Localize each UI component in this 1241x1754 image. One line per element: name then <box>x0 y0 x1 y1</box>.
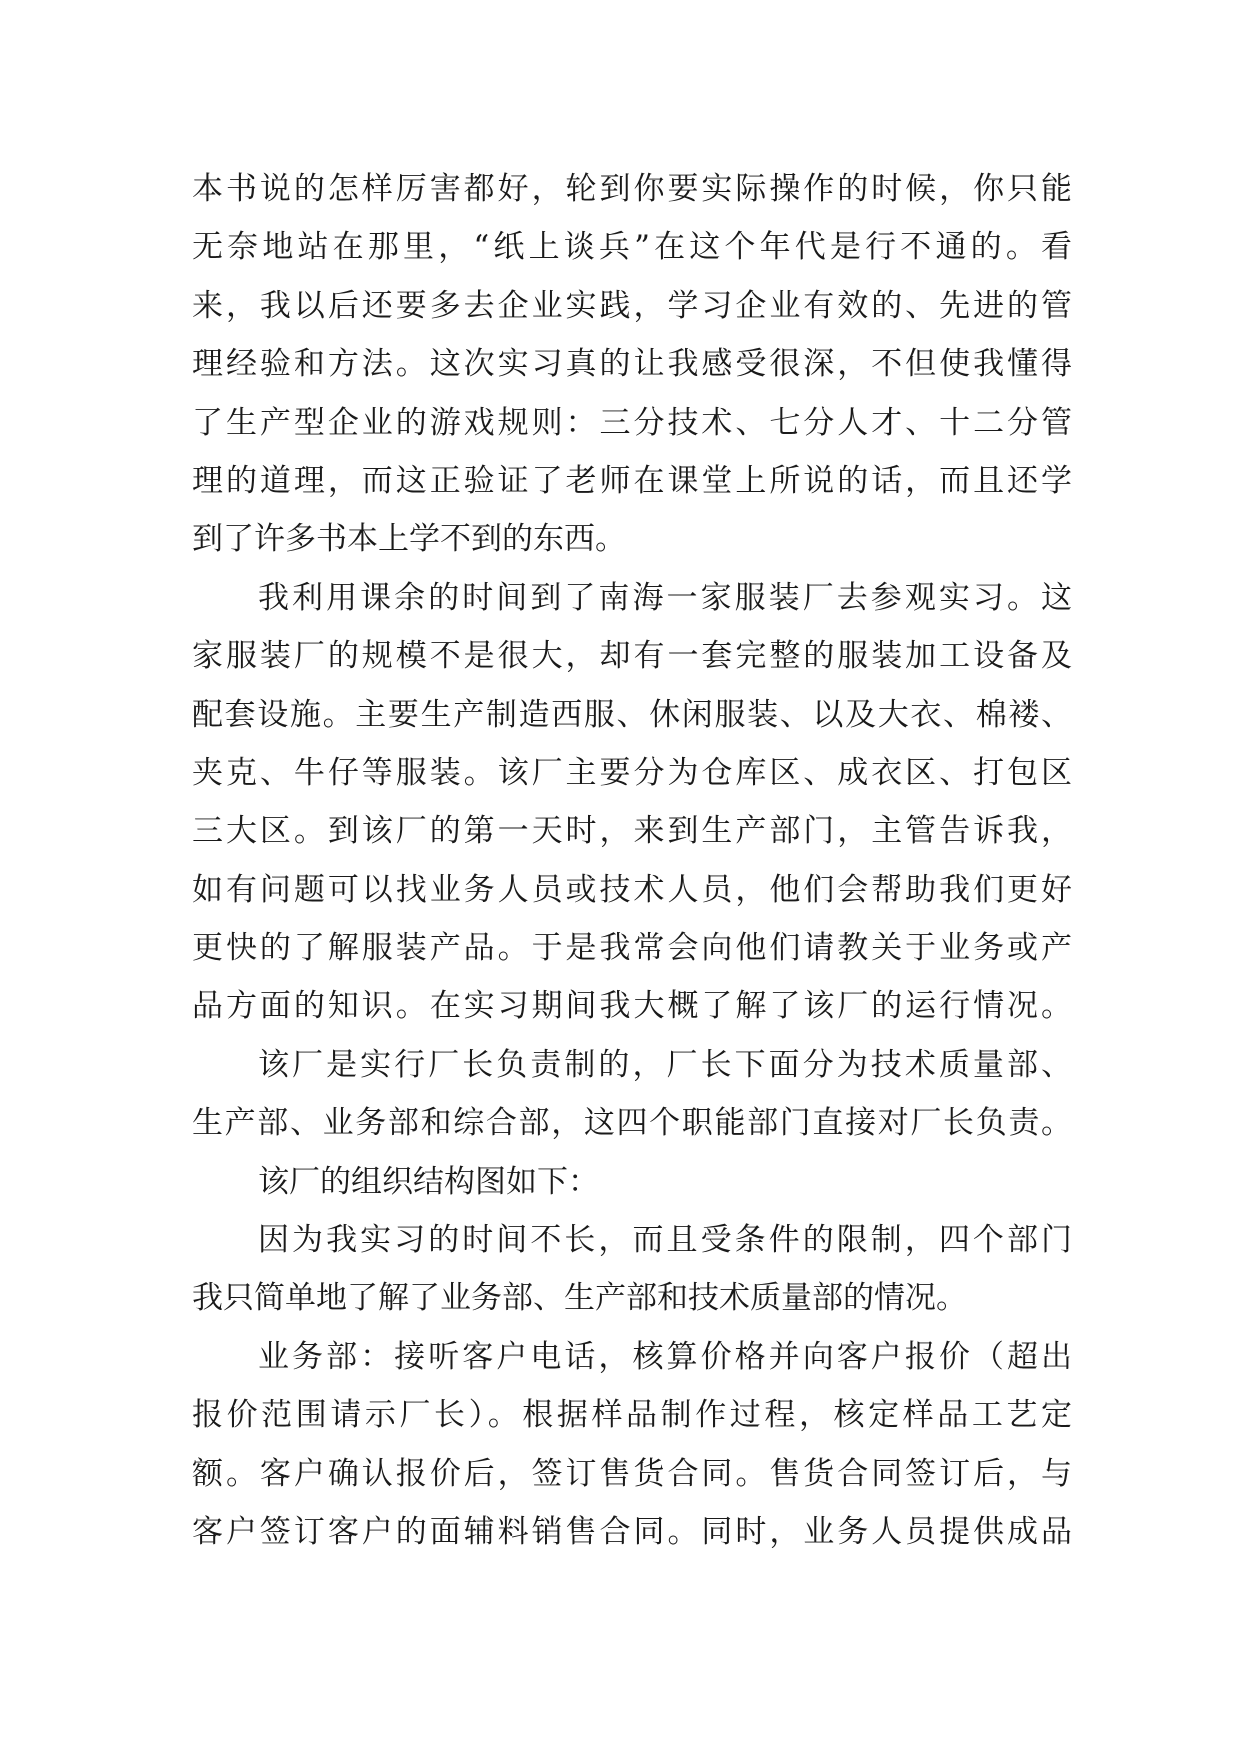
text-line: 我利用课余的时间到了南海一家服装厂去参观实习。这 <box>258 579 1072 616</box>
text-line: 到了许多书本上学不到的东西。 <box>192 521 626 558</box>
document-body <box>192 160 1072 1561</box>
text-line: 该厂是实行厂长负责制的，厂长下面分为技术质量部、 <box>258 1046 1072 1083</box>
text-line: 三大区。到该厂的第一天时，来到生产部门，主管告诉我， <box>192 813 1072 850</box>
text-line: 家服装厂的规模不是很大，却有一套完整的服装加工设备及 <box>192 638 1072 675</box>
text-line: 客户签订客户的面辅料销售合同。同时，业务人员提供成品 <box>192 1513 1072 1550</box>
text-line: 更快的了解服装产品。于是我常会向他们请教关于业务或产 <box>192 930 1072 967</box>
text-line: 我只简单地了解了业务部、生产部和技术质量部的情况。 <box>192 1280 967 1317</box>
text-line: 本书说的怎样厉害都好，轮到你要实际操作的时候，你只能 <box>192 171 1072 207</box>
text-line: 了生产型企业的游戏规则：三分技术、七分人才、十二分管 <box>192 404 1072 441</box>
text-line: 因为我实习的时间不长，而且受条件的限制，四个部门 <box>258 1222 1072 1259</box>
text-line: 理经验和方法。这次实习真的让我感受很深，不但使我懂得 <box>192 346 1072 383</box>
text-line: 无奈地站在那里，“纸上谈兵”在这个年代是行不通的。看 <box>192 229 1072 266</box>
text-line: 该厂的组织结构图如下： <box>258 1163 599 1200</box>
text-line: 报价范围请示厂长）。根据样品制作过程，核定样品工艺定 <box>192 1397 1072 1434</box>
text-line: 品方面的知识。在实习期间我大概了解了该厂的运行情况。 <box>192 988 1072 1025</box>
text-line: 配套设施。主要生产制造西服、休闲服装、以及大衣、棉褛、 <box>192 696 1072 733</box>
text-line: 额。客户确认报价后，签订售货合同。售货合同签订后，与 <box>192 1455 1072 1492</box>
text-line: 夹克、牛仔等服装。该厂主要分为仓库区、成衣区、打包区 <box>192 754 1072 791</box>
text-line: 来，我以后还要多去企业实践，学习企业有效的、先进的管 <box>192 287 1072 324</box>
text-line: 生产部、业务部和综合部，这四个职能部门直接对厂长负责。 <box>192 1105 1072 1142</box>
text-line: 业务部：接听客户电话，核算价格并向客户报价（超出 <box>258 1338 1072 1375</box>
text-line: 理的道理，而这正验证了老师在课堂上所说的话，而且还学 <box>192 462 1072 499</box>
text-line: 如有问题可以找业务人员或技术人员，他们会帮助我们更好 <box>192 871 1072 908</box>
